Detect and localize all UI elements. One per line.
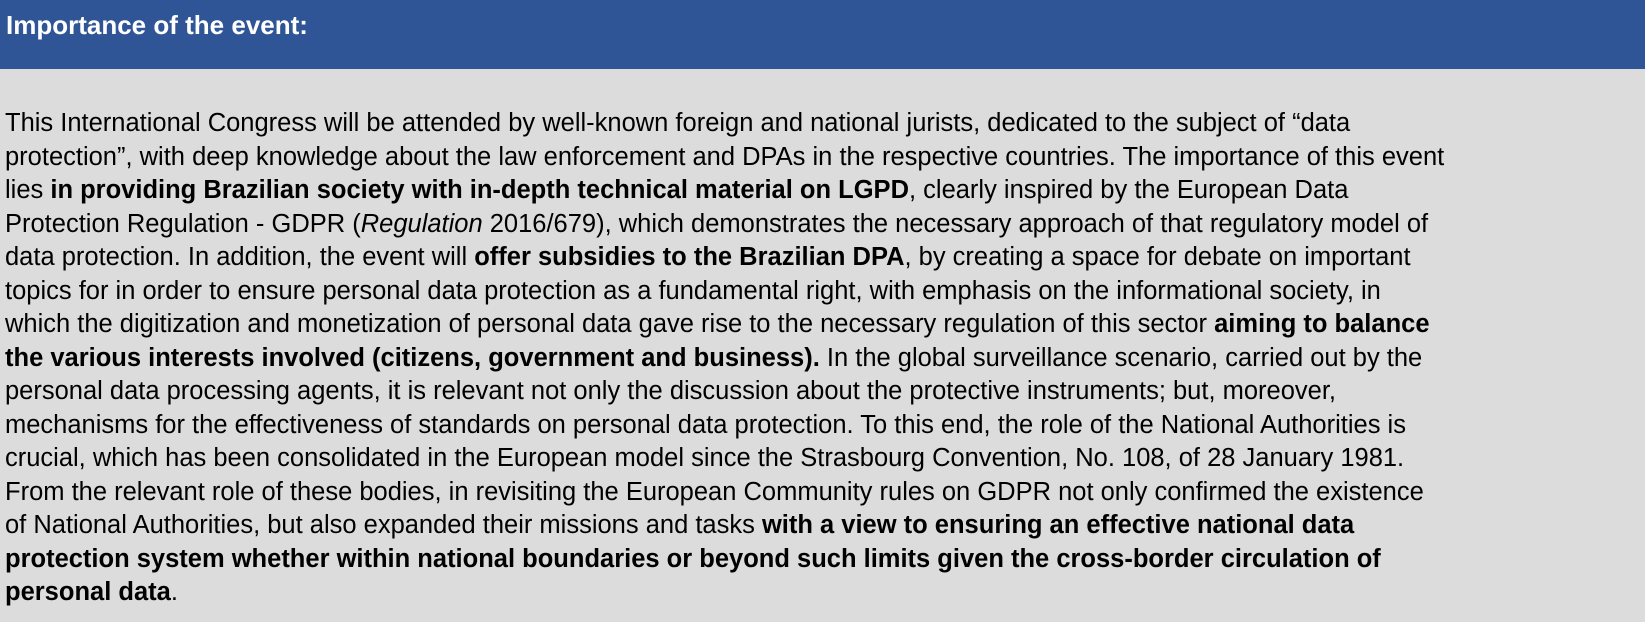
text-run: , by creating a space for debate on important <box>904 243 1411 271</box>
bold-text-run: aiming to balance <box>1214 310 1430 338</box>
paragraph-line <box>5 107 1605 141</box>
paragraph-line <box>5 308 1605 342</box>
paragraph-line <box>5 141 1605 175</box>
text-run: Protection Regulation - GDPR ( <box>5 209 361 238</box>
text-run: lies <box>5 176 51 204</box>
paragraph-line <box>5 543 1605 577</box>
paragraph-line <box>5 342 1605 376</box>
paragraph-line <box>5 409 1605 443</box>
text-run: mechanisms for the effectiveness of standards on personal data protection. To this end, the role of the National Authorities is <box>5 410 1406 439</box>
bold-text-run: in providing Brazilian society with in-depth technical material on LGPD <box>50 176 909 204</box>
italic-text-run: Regulation <box>360 209 483 238</box>
paragraph-line <box>5 476 1605 510</box>
text-run: . <box>170 578 178 606</box>
text-run: crucial, which has been consolidated in the European model since the Strasbourg Convention, No. 108, of 28 January 1981. <box>5 444 1405 472</box>
section-header-bar <box>0 0 1645 69</box>
text-run: 2016/679), which demonstrates the necessary approach of that regulatory model of <box>482 209 1429 238</box>
bold-text-run: personal data <box>5 578 171 606</box>
paragraph-line <box>5 576 1605 610</box>
paragraph-line <box>5 442 1605 476</box>
paragraph-line <box>5 375 1605 409</box>
body-paragraph <box>5 107 1605 610</box>
text-run: From the relevant role of these bodies, in revisiting the European Community rules on GDPR not only confirmed the existence <box>5 477 1424 506</box>
paragraph-line <box>5 275 1605 309</box>
text-run: personal data processing agents, it is relevant not only the discussion about the protective instruments; but, moreover, <box>5 377 1336 405</box>
section-title: Importance of the event: <box>6 10 308 40</box>
text-run: protection”, with deep knowledge about the law enforcement and DPAs in the respective countries. The importance of this event <box>5 142 1445 171</box>
paragraph-line <box>5 174 1605 208</box>
text-run: , clearly inspired by the European Data <box>908 176 1349 204</box>
text-run: which the digitization and monetization of personal data gave rise to the necessary regulation of this sector <box>5 310 1215 338</box>
text-run: This International Congress will be attended by well-known foreign and national jurists, dedicated to the subject of “data <box>5 109 1351 137</box>
paragraph-line <box>5 241 1605 275</box>
bold-text-run: protection system whether within national boundaries or beyond such limits given the cross-border circulation of <box>5 544 1381 573</box>
text-run: data protection. In addition, the event will <box>5 243 475 271</box>
bold-text-run: offer subsidies to the Brazilian DPA <box>474 243 905 271</box>
bold-text-run: the various interests involved (citizens, government and business). <box>5 343 820 372</box>
paragraph-line <box>5 509 1605 543</box>
text-run: topics for in order to ensure personal data protection as a fundamental right, with emphasis on the informational society, in <box>5 276 1381 305</box>
bold-text-run: with a view to ensuring an effective national data <box>761 511 1355 539</box>
text-run: In the global surveillance scenario, carried out by the <box>819 343 1423 372</box>
paragraph-line <box>5 208 1605 242</box>
text-run: of National Authorities, but also expanded their missions and tasks <box>5 511 762 539</box>
